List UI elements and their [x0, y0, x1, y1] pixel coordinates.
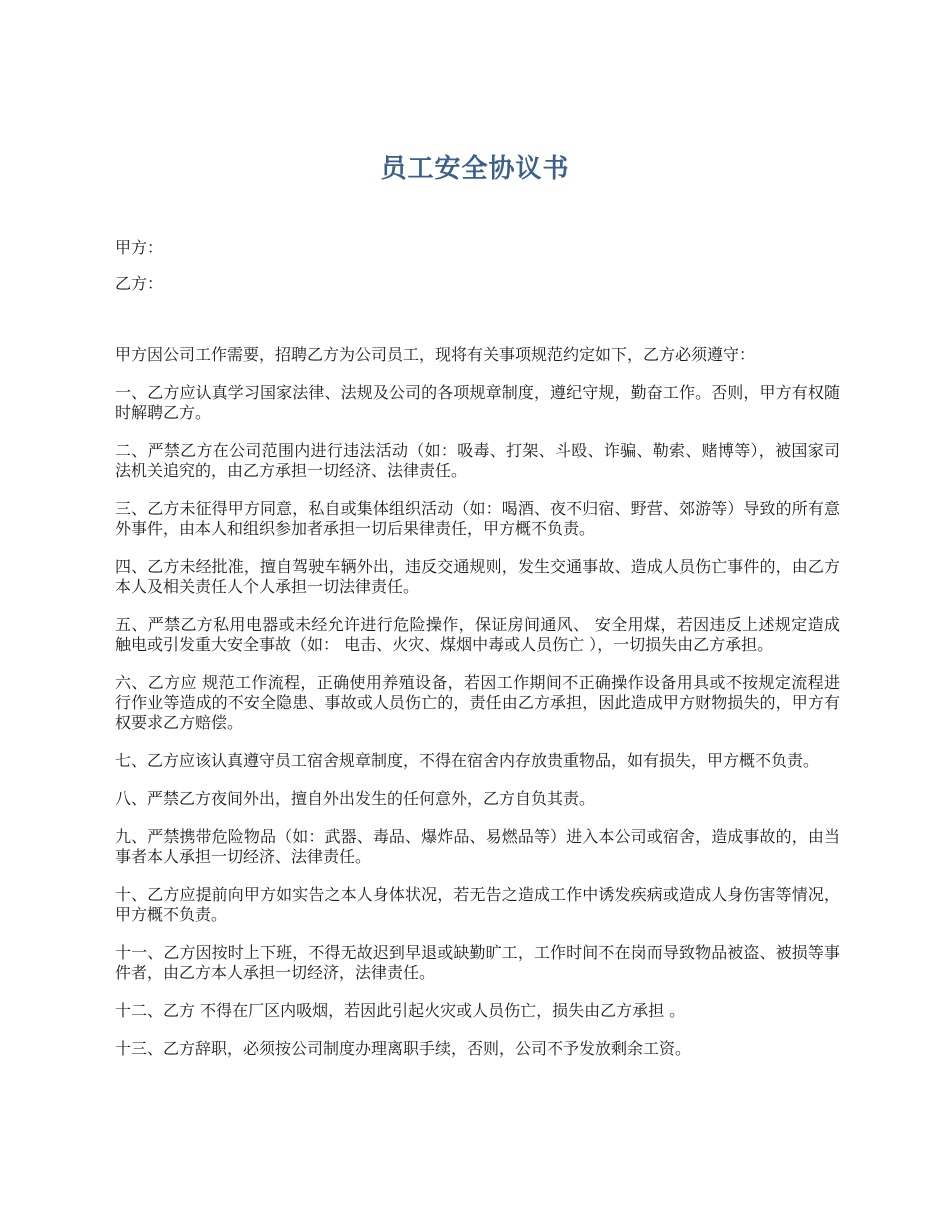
clause-9: 九、严禁携带危险物品（如：武器、毒品、爆炸品、易燃品等）进入本公司或宿舍，造成事故的，由当事者本人承担一切经济、法律责任。 — [115, 827, 840, 866]
clause-12: 十二、乙方 不得在厂区内吸烟，若因此引起火灾或人员伤亡，损失由乙方承担 。 — [115, 1001, 686, 1020]
clause-7: 七、乙方应该认真遵守员工宿舍规章制度，不得在宿舍内存放贵重物品，如有损失，甲方概不负责。 — [115, 751, 820, 770]
clause-8: 八、严禁乙方夜间外出，擅自外出发生的任何意外，乙方自负其责。 — [115, 789, 596, 808]
clause-10: 十、乙方应提前向甲方如实告之本人身体状况，若无告之造成工作中诱发疾病或造成人身伤害等情况，甲方概不负责。 — [115, 885, 840, 924]
clause-2: 二、严禁乙方在公司范围内进行违法活动（如：吸毒、打架、斗殴、诈骗、勒索、赌博等），被国家司法机关追究的，由乙方承担一切经济、法律责任。 — [115, 441, 840, 480]
clause-5: 五、严禁乙方私用电器或未经允许进行危险操作，保证房间通风、 安全用煤，若因违反上述规定造成触电或引发重大安全事故（如： 电击、火灾、煤烟中毒或人员伤亡 ），一切损失由乙方承担。 — [115, 615, 840, 654]
clause-4: 四、乙方未经批准，擅自驾驶车辆外出，违反交通规则，发生交通事故、造成人员伤亡事件的，由乙方本人及相关责任人个人承担一切法律责任。 — [115, 557, 840, 596]
clause-11: 十一、乙方因按时上下班，不得无故迟到早退或缺勤旷工，工作时间不在岗而导致物品被盗、被损等事件者，由乙方本人承担一切经济，法律责任。 — [115, 943, 840, 982]
clause-3: 三、乙方未征得甲方同意，私自或集体组织活动（如：喝酒、夜不归宿、野营、郊游等）导致的所有意外事件，由本人和组织参加者承担一切后果律责任，甲方概不负责。 — [115, 499, 840, 538]
party-a-label: 甲方： — [115, 238, 164, 257]
clause-13: 十三、乙方辞职，必须按公司制度办理离职手续，否则，公司不予发放剩余工资。 — [115, 1039, 692, 1058]
party-b-label: 乙方： — [115, 274, 164, 293]
agreement-body — [115, 345, 840, 1077]
clause-6: 六、乙方应 规范工作流程，正确使用养殖设备，若因工作期间不正确操作设备用具或不按规定流程进行作业等造成的不安全隐患、事故或人员伤亡的，责任由乙方承担，因此造成甲方财物损失的，甲方有权要求乙方赔偿。 — [115, 673, 840, 732]
clause-1: 一、乙方应认真学习国家法律、法规及公司的各项规章制度，遵纪守规，勤奋工作。否则，甲方有权随时解聘乙方。 — [115, 383, 840, 422]
document-title: 员工安全协议书 — [380, 154, 570, 184]
intro-paragraph: 甲方因公司工作需要，招聘乙方为公司员工，现将有关事项规范约定如下，乙方必须遵守： — [115, 345, 756, 364]
